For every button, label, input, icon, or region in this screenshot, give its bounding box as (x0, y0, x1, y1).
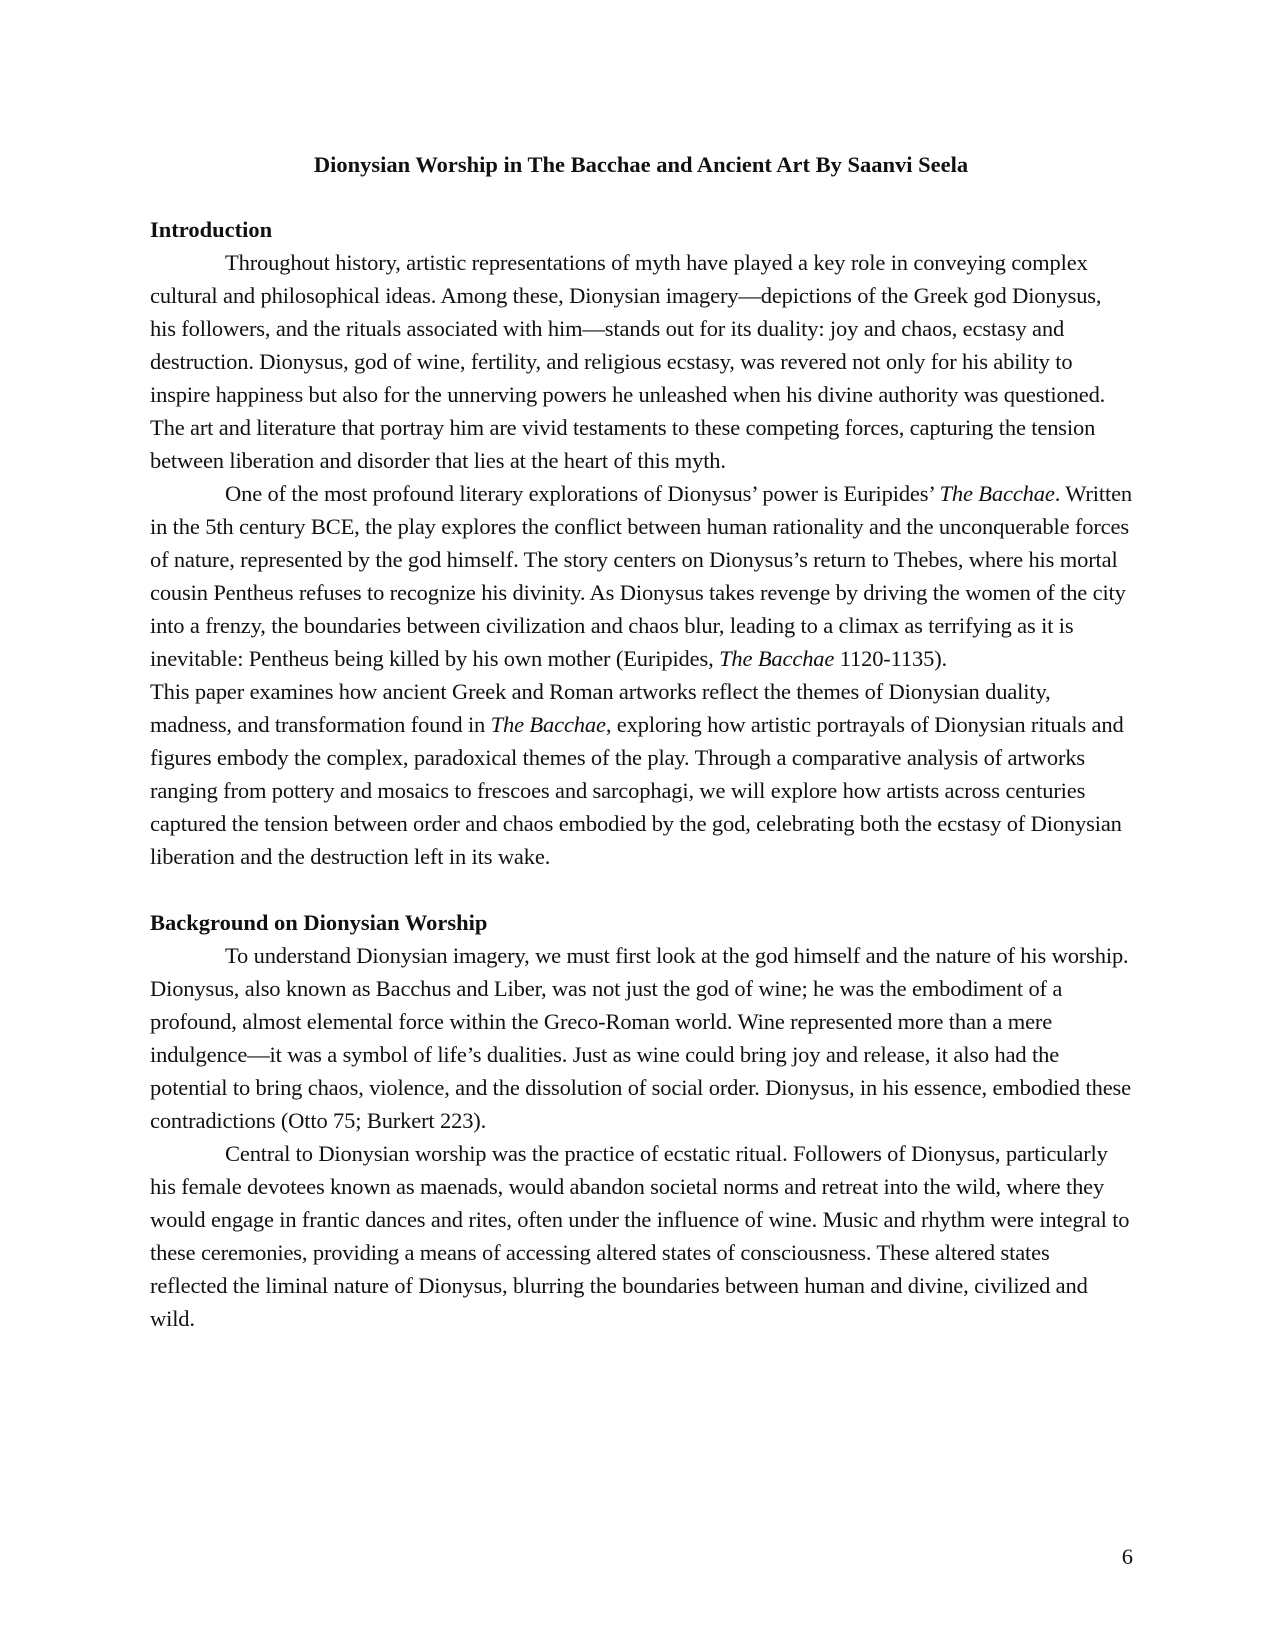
paragraph-background-1: To understand Dionysian imagery, we must first look at the god himself and the nature of his worship. Dionysus, also known as Bacchus and Liber, was not just the god of wine; he was the embodiment of a profound, almost elemental force within the Greco-Roman world. Wine represented more than a mere indulgence—it was a symbol of life’s dualities. Just as wine could bring joy and release, it also had the potential to bring chaos, violence, and the dissolution of social order. Dionysus, in his essence, embodied these contradictions (Otto 75; Burkert 223). (150, 943, 1131, 1133)
paragraph-intro-1: Throughout history, artistic representations of myth have played a key role in conveying complex cultural and philosophical ideas. Among these, Dionysian imagery—depictions of the Greek god Dionysus, his followers, and the rituals associated with him—stands out for its duality: joy and chaos, ecstasy and destruction. Dionysus, god of wine, fertility, and religious ecstasy, was revered not only for his ability to inspire happiness but also for the unnerving powers he unleashed when his divine authority was questioned. The art and literature that portray him are vivid testaments to these competing forces, capturing the tension between liberation and disorder that lies at the heart of this myth. (150, 250, 1106, 473)
document-body (150, 148, 1132, 1335)
page-number: 6 (1121, 1544, 1133, 1569)
section-heading-background: Background on Dionysian Worship (150, 910, 488, 935)
section-spacer (150, 873, 1132, 906)
document-title: Dionysian Worship in The Bacchae and Ancient Art By Saanvi Seela (313, 152, 969, 177)
italic-title-run: The Bacchae (490, 712, 606, 737)
italic-title-run: The Bacchae (719, 646, 835, 671)
text-run: This paper examines how ancient Greek and Roman artworks reflect the themes of Dionysian duality, madness, and transformation found in (150, 679, 1051, 737)
section-heading-introduction: Introduction (150, 217, 273, 242)
paragraph-intro-2 (150, 477, 1132, 675)
section-introduction (150, 213, 1132, 873)
section-background (150, 906, 1132, 1335)
text-run: , exploring how artistic portrayals of Dionysian rituals and figures embody the complex, paradoxical themes of the play. Through a comparative analysis of artworks ranging from pottery and mosaics to frescoes and sarcophagi, we will explore how artists across centuries captured the tension between order and chaos embodied by the god, celebrating both the ecstasy of Dionysian liberation and the destruction left in its wake. (150, 712, 1124, 869)
text-run: One of the most profound literary explorations of Dionysus’ power is Euripides’ (225, 481, 940, 506)
paragraph-background-2: Central to Dionysian worship was the practice of ecstatic ritual. Followers of Dionysus, particularly his female devotees known as maenads, would abandon societal norms and retreat into the wild, where they would engage in frantic dances and rites, often under the influence of wine. Music and rhythm were integral to these ceremonies, providing a means of accessing altered states of consciousness. These altered states reflected the liminal nature of Dionysus, blurring the boundaries between human and divine, civilized and wild. (150, 1141, 1130, 1331)
text-run: . Written in the 5th century BCE, the play explores the conflict between human rationality and the unconquerable forces of nature, represented by the god himself. The story centers on Dionysus’s return to Thebes, where his mortal cousin Pentheus refuses to recognize his divinity. As Dionysus takes revenge by driving the women of the city into a frenzy, the boundaries between civilization and chaos blur, leading to a climax as terrifying as it is inevitable: Pentheus being killed by his own mother (Euripides, (150, 481, 1133, 671)
italic-title-run: The Bacchae (939, 481, 1055, 506)
text-run: 1120-1135). (834, 646, 948, 671)
paragraph-intro-3 (150, 675, 1132, 873)
